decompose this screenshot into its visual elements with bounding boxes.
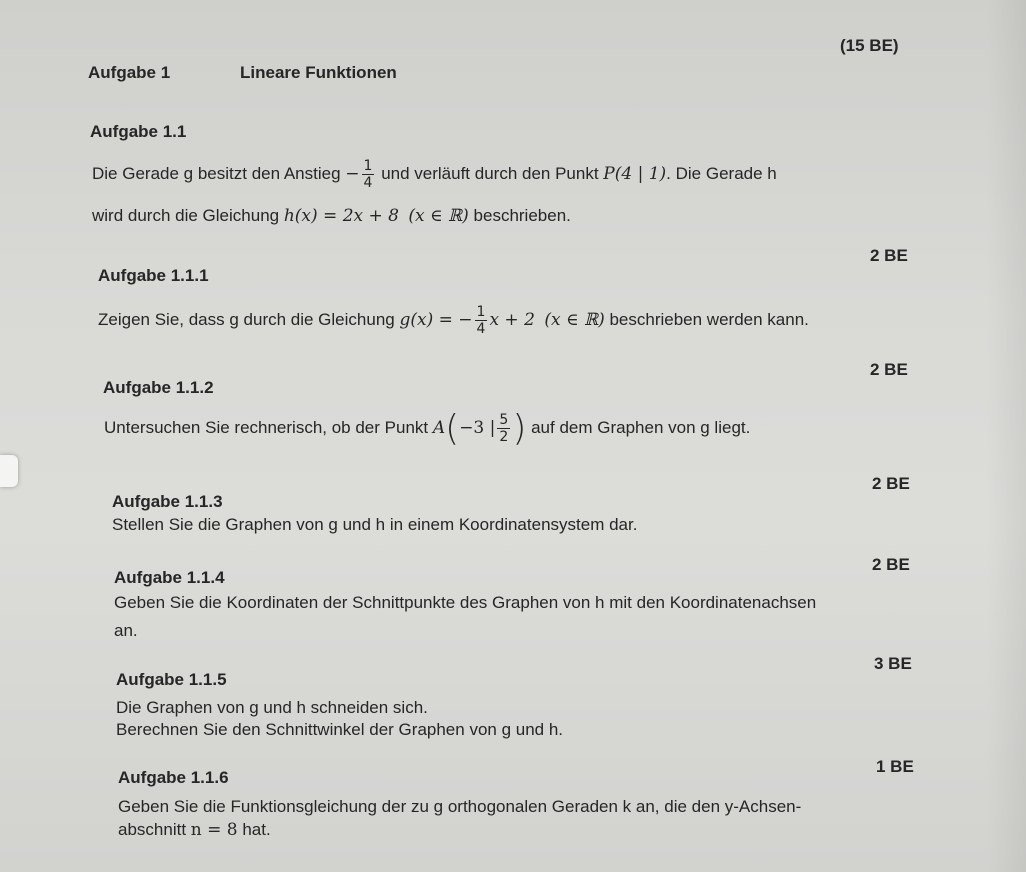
intercept-math: n = 8: [190, 820, 238, 840]
text-1-1-5-line1: Die Graphen von g und h schneiden sich.: [116, 698, 428, 717]
heading-1-1-3: Aufgabe 1.1.3: [112, 492, 223, 511]
equation-g-lhs: g(x) = −: [399, 309, 473, 330]
task-title: Lineare Funktionen: [240, 63, 397, 82]
g-fraction: $\frac{1}{4}$: [476, 304, 486, 337]
text: auf dem Graphen von g liegt.: [531, 417, 751, 437]
heading-1-1-5: Aufgabe 1.1.5: [116, 670, 227, 689]
text: wird durch die Gleichung: [92, 206, 280, 225]
point-a-label: A: [432, 417, 446, 438]
text: abschnitt: [118, 820, 187, 839]
slope-fraction: $\frac{1}{4}$: [363, 158, 373, 191]
point-a-x: −3 |: [459, 417, 496, 438]
points-1-1-3: 2 BE: [872, 474, 910, 493]
points-1-1-6: 1 BE: [876, 757, 914, 776]
heading-1-1-2: Aufgabe 1.1.2: [103, 378, 214, 397]
text: hat.: [242, 820, 271, 839]
text-1-1-6-line1: Geben Sie die Funktionsgleichung der zu g orthogonalen Geraden k an, die den y-Achsen-: [118, 797, 802, 816]
text: und verläuft durch den Punkt: [381, 163, 599, 183]
text-1-1-4-line1: Geben Sie die Koordinaten der Schnittpunkte des Graphen von h mit den Koordinatenachsen: [114, 593, 817, 612]
point-p: P(4 | 1): [603, 163, 667, 184]
heading-1-1: Aufgabe 1.1: [90, 122, 187, 141]
text: Untersuchen Sie rechnerisch, ob der Punkt: [104, 417, 429, 437]
text-1-1-5-line2: Berechnen Sie den Schnittwinkel der Graphen von g und h.: [116, 720, 564, 739]
text-1-1-line1: Die Gerade g besitzt den Anstieg − $\frac{1}{4}$ und verläuft durch den Punkt P(4 | 1). Die Gerade h: [92, 158, 777, 191]
equation-h: h(x) = 2x + 8: [283, 206, 399, 226]
point-a-fraction: $\frac{5}{2}$: [499, 412, 509, 445]
text-1-1-4-line2: an.: [114, 621, 138, 640]
page-edge-shadow: [986, 0, 1026, 872]
total-points: (15 BE): [840, 36, 899, 55]
text: beschrieben.: [473, 206, 571, 225]
text: . Die Gerade h: [666, 163, 777, 183]
points-1-1-1: 2 BE: [870, 246, 908, 265]
text-1-1-2: Untersuchen Sie rechnerisch, ob der Punkt A(−3 | $\frac{5}{2}$ ) auf dem Graphen von g liegt.: [104, 408, 751, 449]
text-1-1-3: Stellen Sie die Graphen von g und h in einem Koordinatensystem dar.: [112, 515, 638, 534]
text: beschrieben werden kann.: [609, 309, 809, 329]
text-1-1-1: [98, 304, 809, 337]
task-label: Aufgabe 1: [88, 63, 171, 82]
domain-g: (x ∈ ℝ): [544, 309, 605, 330]
text: Die Gerade g besitzt den Anstieg: [92, 163, 341, 183]
domain-h: (x ∈ ℝ): [408, 206, 469, 226]
heading-1-1-1: Aufgabe 1.1.1: [98, 266, 209, 285]
points-1-1-5: 3 BE: [874, 654, 912, 673]
text-1-1-line2: [92, 206, 571, 226]
equation-g-rhs: x + 2: [489, 309, 535, 330]
heading-1-1-6: Aufgabe 1.1.6: [118, 768, 229, 787]
text-1-1-6-line2: [118, 820, 271, 840]
points-1-1-4: 2 BE: [872, 555, 910, 574]
heading-1-1-4: Aufgabe 1.1.4: [114, 568, 225, 587]
points-1-1-2: 2 BE: [870, 360, 908, 379]
text: Zeigen Sie, dass g durch die Gleichung: [98, 309, 395, 329]
binder-clip: [0, 455, 18, 487]
